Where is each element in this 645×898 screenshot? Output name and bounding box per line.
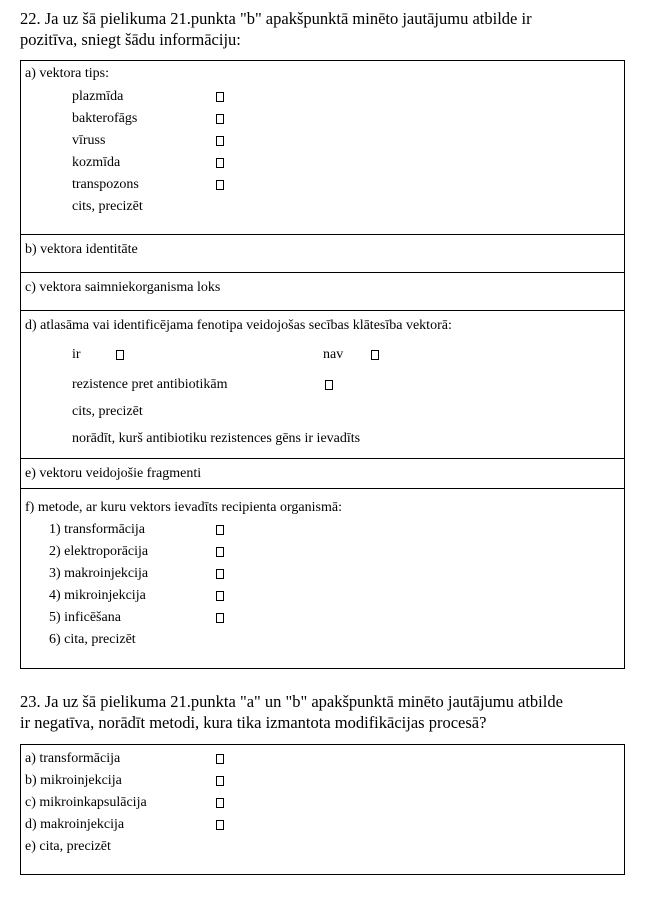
q23-title-line2: ir negatīva, norādīt metodi, kura tika izmantota modifikācijas procesā? (20, 713, 487, 732)
phenotype-yes-label: ir (72, 347, 81, 362)
q23-title-line1: 23. Ja uz šā pielikuma 21.punkta "a" un "b" apakšpunktā minēto jautājumu atbilde (20, 692, 563, 711)
q23-mikroinkapsulacija-checkbox[interactable] (216, 798, 224, 808)
q22-row-divider (20, 458, 625, 459)
mikroinjekcija-checkbox[interactable] (216, 591, 224, 601)
antibiotic-resistance-label: rezistence pret antibiotikām (72, 377, 228, 392)
q22-title-line1: 22. Ja uz šā pielikuma 21.punkta "b" apakšpunktā minēto jautājumu atbilde ir (20, 9, 532, 28)
q23-option-label: d) makroinjekcija (25, 817, 125, 832)
q22-title-line2: pozitīva, sniegt šādu informāciju: (20, 30, 241, 49)
q23-other-label: e) cita, precizēt (25, 839, 111, 854)
phenotype-no-checkbox[interactable] (371, 350, 379, 360)
makroinjekcija-checkbox[interactable] (216, 569, 224, 579)
q22-row-divider (20, 234, 625, 235)
method-option-label: 2) elektroporācija (49, 544, 149, 559)
method-option-label: 4) mikroinjekcija (49, 588, 146, 603)
method-option-label: 3) makroinjekcija (49, 566, 149, 581)
q22-row-divider (20, 272, 625, 273)
phenotype-other-label: cits, precizēt (72, 404, 143, 419)
q22-d-label: d) atlasāma vai identificējama fenotipa veidojošas secības klātesība vektorā: (25, 318, 452, 333)
q23-transformacija-checkbox[interactable] (216, 754, 224, 764)
method-other-label: 6) cita, precizēt (49, 632, 136, 647)
q23-option-label: a) transformācija (25, 751, 121, 766)
phenotype-yes-checkbox[interactable] (116, 350, 124, 360)
bakterofags-checkbox[interactable] (216, 114, 224, 124)
transpozons-checkbox[interactable] (216, 180, 224, 190)
method-option-label: 1) transformācija (49, 522, 146, 537)
transformacija-checkbox[interactable] (216, 525, 224, 535)
vector-type-other-label: cits, precizēt (72, 199, 143, 214)
viruss-checkbox[interactable] (216, 136, 224, 146)
vector-type-option-label: bakterofāgs (72, 111, 138, 126)
resistance-gene-label: norādīt, kurš antibiotiku rezistences gēns ir ievadīts (72, 431, 361, 446)
vector-type-option-label: vīruss (72, 133, 106, 148)
method-option-label: 5) inficēšana (49, 610, 121, 625)
q22-row-divider (20, 310, 625, 311)
q22-c-label: c) vektora saimniekorganisma loks (25, 280, 221, 295)
inficesana-checkbox[interactable] (216, 613, 224, 623)
q23-mikroinjekcija-checkbox[interactable] (216, 776, 224, 786)
kozmida-checkbox[interactable] (216, 158, 224, 168)
vector-type-option-label: transpozons (72, 177, 139, 192)
plazmida-checkbox[interactable] (216, 92, 224, 102)
phenotype-no-label: nav (323, 347, 344, 362)
q22-e-label: e) vektoru veidojošie fragmenti (25, 466, 202, 481)
q23-option-label: c) mikroinkapsulācija (25, 795, 147, 810)
q22-b-label: b) vektora identitāte (25, 242, 138, 257)
antibiotic-resistance-checkbox[interactable] (325, 380, 333, 390)
elektroporacija-checkbox[interactable] (216, 547, 224, 557)
q22-a-label: a) vektora tips: (25, 66, 109, 81)
q22-f-label: f) metode, ar kuru vektors ievadīts recipienta organismā: (25, 500, 342, 515)
vector-type-option-label: kozmīda (72, 155, 121, 170)
q23-makroinjekcija-checkbox[interactable] (216, 820, 224, 830)
q22-row-divider (20, 488, 625, 489)
q23-option-label: b) mikroinjekcija (25, 773, 122, 788)
vector-type-option-label: plazmīda (72, 89, 124, 104)
